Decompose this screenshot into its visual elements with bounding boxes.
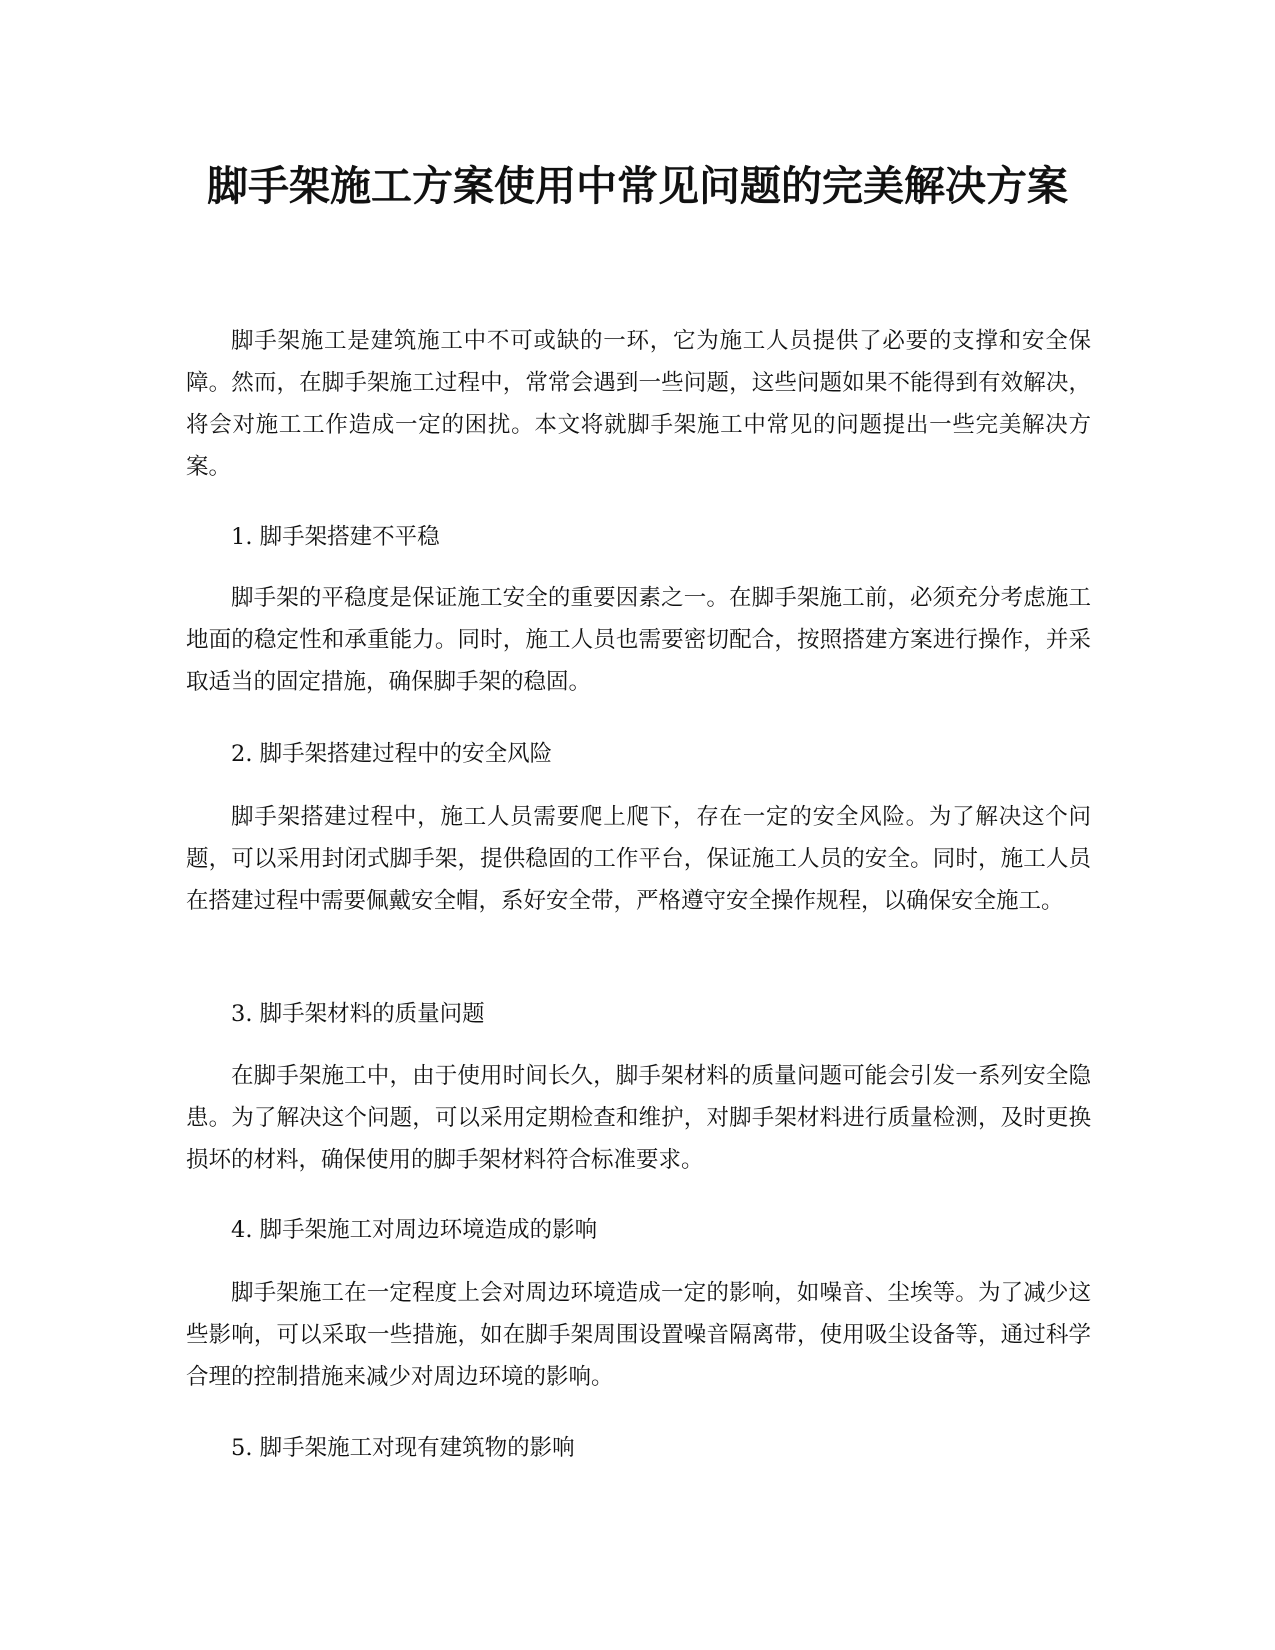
section-heading-2: 2. 脚手架搭建过程中的安全风险	[231, 741, 553, 767]
section-paragraph-4: 脚手架施工在一定程度上会对周边环境造成一定的影响，如噪音、尘埃等。为了减少这些影响，可以采取一些措施，如在脚手架周围设置噪音隔离带，使用吸尘设备等，通过科学合理的控制措施来减少对周边环境的影响。	[186, 1280, 1091, 1390]
section-heading-4: 4. 脚手架施工对周边环境造成的影响	[231, 1217, 598, 1243]
intro-paragraph: 脚手架施工是建筑施工中不可或缺的一环，它为施工人员提供了必要的支撑和安全保障。然而，在脚手架施工过程中，常常会遇到一些问题，这些问题如果不能得到有效解决，将会对施工工作造成一定的困扰。本文将就脚手架施工中常见的问题提出一些完美解决方案。	[186, 328, 1091, 480]
section-paragraph-3: 在脚手架施工中，由于使用时间长久，脚手架材料的质量问题可能会引发一系列安全隐患。为了解决这个问题，可以采用定期检查和维护，对脚手架材料进行质量检测，及时更换损坏的材料，确保使用的脚手架材料符合标准要求。	[186, 1063, 1091, 1173]
section-paragraph-1: 脚手架的平稳度是保证施工安全的重要因素之一。在脚手架施工前，必须充分考虑施工地面的稳定性和承重能力。同时，施工人员也需要密切配合，按照搭建方案进行操作，并采取适当的固定措施，确保脚手架的稳固。	[186, 585, 1091, 695]
section-heading-1: 1. 脚手架搭建不平稳	[231, 524, 440, 550]
section-paragraph-2: 脚手架搭建过程中，施工人员需要爬上爬下，存在一定的安全风险。为了解决这个问题，可以采用封闭式脚手架，提供稳固的工作平台，保证施工人员的安全。同时，施工人员在搭建过程中需要佩戴安全帽，系好安全带，严格遵守安全操作规程，以确保安全施工。	[186, 804, 1091, 914]
section-heading-3: 3. 脚手架材料的质量问题	[231, 1001, 485, 1027]
section-heading-5: 5. 脚手架施工对现有建筑物的影响	[231, 1435, 575, 1461]
document-title: 脚手架施工方案使用中常见问题的完美解决方案	[207, 162, 1068, 210]
